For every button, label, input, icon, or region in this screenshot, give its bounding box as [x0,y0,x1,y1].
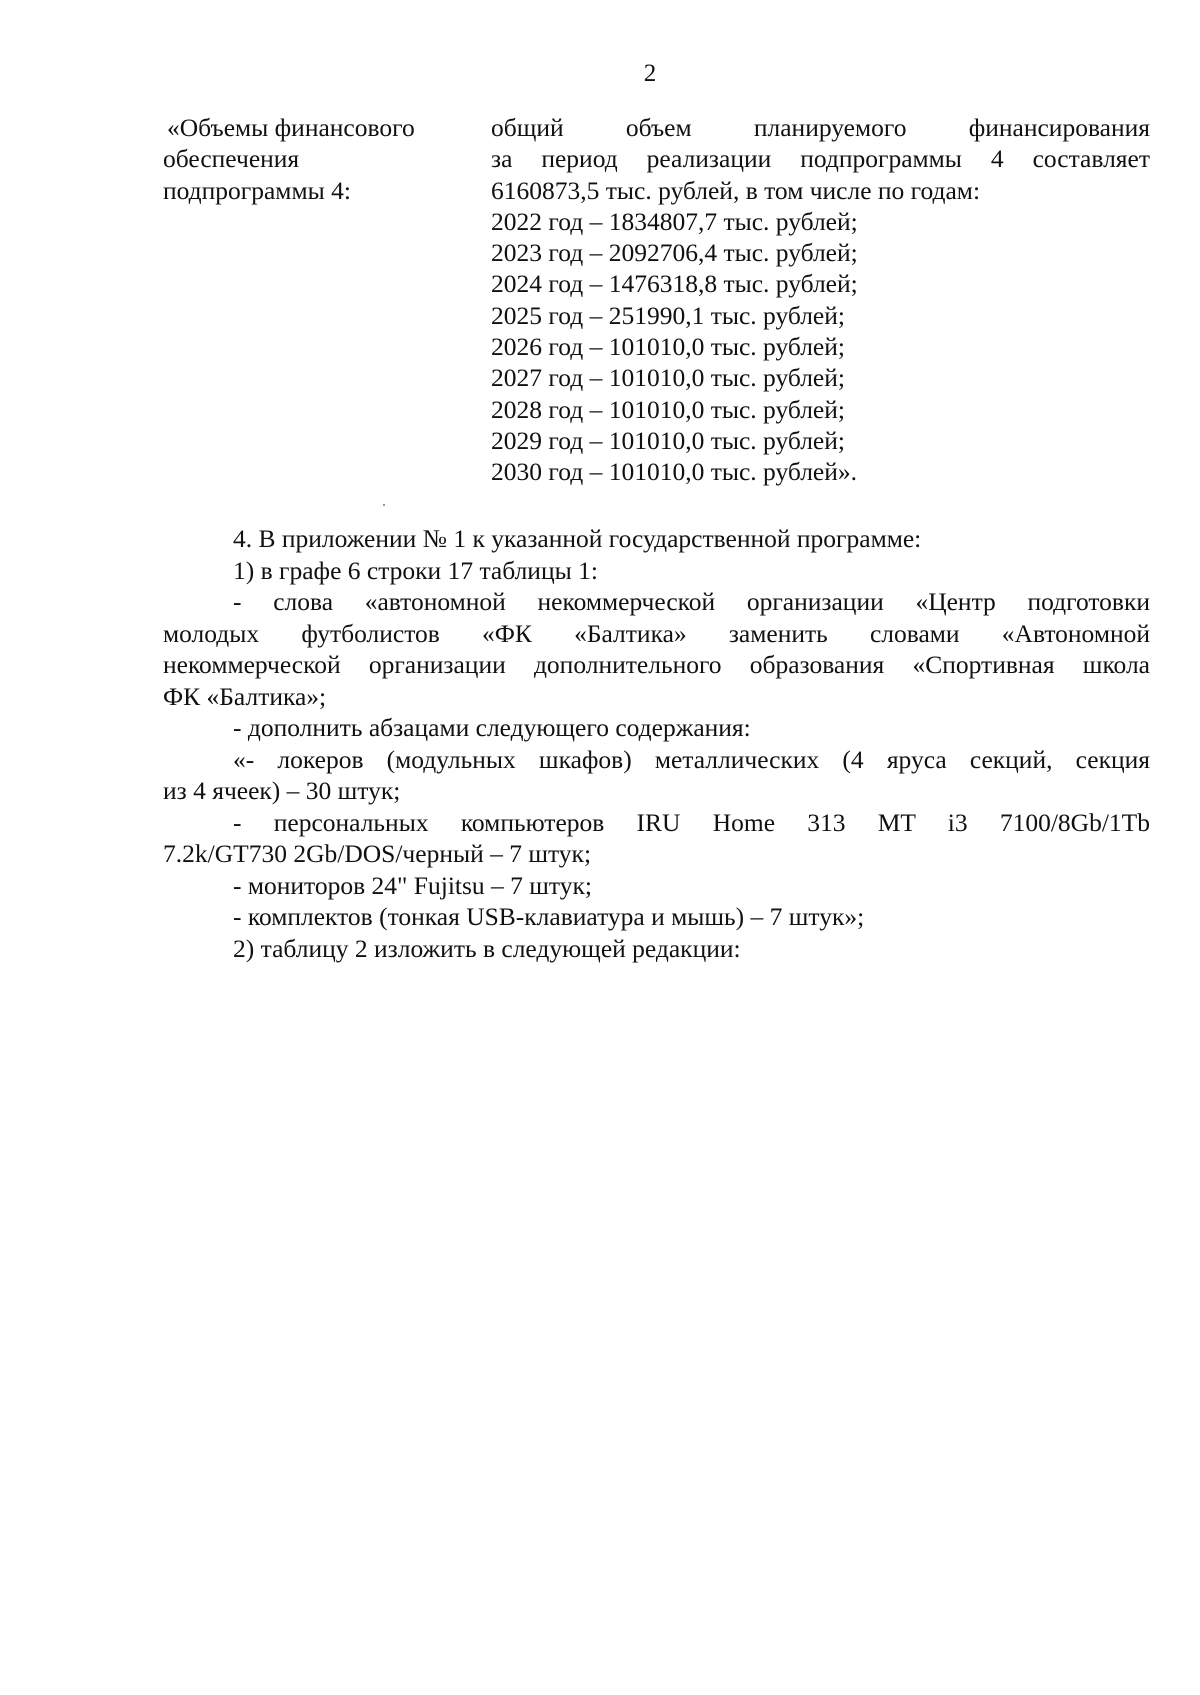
body-text [163,523,1150,964]
funding-year-item: 2022 год – 1834807,7 тыс. рублей; [491,206,858,236]
paragraph-add: - дополнить абзацами следующего содержания: [233,713,751,742]
paragraph-subitem-2: 2) таблицу 2 изложить в следующей редакции: [233,933,741,963]
paragraph-line: 7.2k/GT730 2Gb/DOS/черный – 7 штук; [163,839,592,868]
passport-value-line: 6160873,5 тыс. рублей, в том числе по годам: [491,175,981,205]
funding-year-item: 2030 год – 101010,0 тыс. рублей». [491,457,858,487]
paragraph-line: некоммерческой организации дополнительного образования «Спортивная школа [163,650,1150,679]
passport-label-line: подпрограммы 4: [163,175,351,205]
passport-value-line: общий объем планируемого финансирования [491,113,1150,142]
funding-year-item: 2026 год – 101010,0 тыс. рублей; [491,332,845,362]
paragraph-line: - слова «автономной некоммерческой организации «Центр подготовки [233,587,1150,616]
passport-row [163,112,1150,488]
funding-year-item: 2025 год – 251990,1 тыс. рублей; [491,300,845,330]
funding-year-item: 2028 год – 101010,0 тыс. рублей; [491,394,845,424]
funding-year-item: 2024 год – 1476318,8 тыс. рублей; [491,269,858,299]
scan-speck [383,504,385,506]
paragraph-line: «- локеров (модульных шкафов) металлических (4 яруса секций, секция [233,744,1150,774]
paragraph-line: - персональных компьютеров IRU Home 313 MT i3 7100/8Gb/1Tb [233,807,1150,837]
funding-year-item: 2023 год – 2092706,4 тыс. рублей; [491,238,858,268]
paragraph-line: ФК «Балтика»; [163,681,327,711]
funding-by-year-list [491,206,1150,488]
paragraph-subitem-1: 1) в графе 6 строки 17 таблицы 1: [233,555,598,585]
passport-value-line: за период реализации подпрограммы 4 составляет [491,144,1150,174]
passport-label [163,112,479,488]
paragraph-monitors: - мониторов 24" Fujitsu – 7 штук; [233,870,592,900]
funding-year-item: 2029 год – 101010,0 тыс. рублей; [491,425,845,455]
paragraph-item-4: 4. В приложении № 1 к указанной государственной программе: [233,524,922,553]
paragraph-keyboard-sets: - комплектов (тонкая USB-клавиатура и мышь) – 7 штук»; [233,902,865,931]
paragraph-computers [163,807,1150,870]
paragraph-lockers [163,744,1150,807]
passport-value [491,112,1150,488]
paragraph-line: из 4 ячеек) – 30 штук; [163,776,401,805]
passport-label-line: «Объемы финансового [167,113,415,142]
passport-label-line: обеспечения [163,144,300,174]
paragraph-line: молодых футболистов «ФК «Балтика» заменить словами «Автономной [163,618,1150,648]
paragraph-replace-words [163,586,1150,712]
page-number: 2 [643,60,657,87]
funding-year-item: 2027 год – 101010,0 тыс. рублей; [491,363,845,393]
